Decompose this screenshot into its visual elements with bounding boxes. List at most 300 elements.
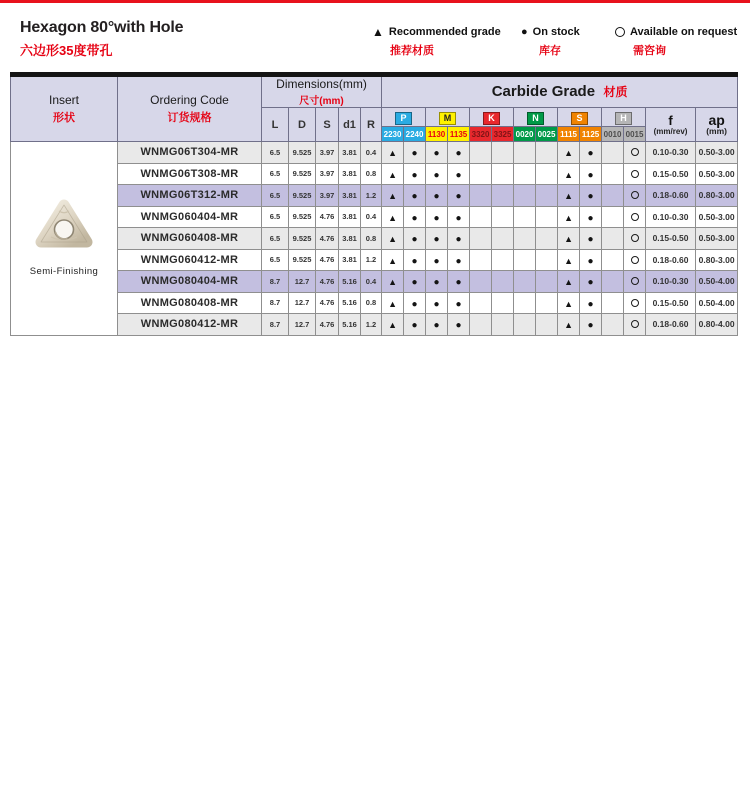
dim-value-d1: 3.81 — [339, 185, 361, 207]
grade-mark-cell — [426, 185, 448, 207]
recommended-triangle-icon: ▲ — [388, 234, 397, 245]
grade-mark-cell — [580, 271, 602, 293]
on-request-circle-icon — [631, 170, 639, 178]
insert-photo — [35, 198, 93, 250]
dim-value-d1: 3.81 — [339, 206, 361, 228]
insert-header-en: Insert — [48, 93, 79, 107]
legend-item-1 — [521, 26, 580, 58]
dim-col-header-S: S — [316, 108, 339, 142]
on-request-circle-icon — [631, 277, 639, 285]
on-stock-dot-icon: ● — [433, 191, 440, 203]
legend — [0, 26, 750, 60]
ap-value-cell: 0.50-3.00 — [696, 142, 738, 164]
f-value-cell: 0.18-0.60 — [646, 185, 696, 207]
grade-mark-cell — [602, 271, 624, 293]
grade-mark-cell — [580, 228, 602, 250]
dim-value-D: 12.7 — [289, 292, 316, 314]
grade-mark-cell — [536, 249, 558, 271]
grade-group-header-H — [602, 108, 646, 127]
ordering-code-cell: WNMG060404-MR — [118, 206, 262, 228]
grade-letter-badge-P: P — [395, 112, 412, 125]
recommended-triangle-icon: ▲ — [388, 212, 397, 223]
grade-mark-cell — [448, 271, 470, 293]
on-request-circle-icon — [631, 191, 639, 199]
recommended-triangle-icon: ▲ — [564, 212, 573, 223]
legend-item-2 — [615, 26, 737, 58]
insert-header-zh: 形状 — [53, 112, 75, 124]
grade-mark-cell — [426, 228, 448, 250]
table-row — [11, 185, 738, 207]
on-stock-dot-icon: ● — [455, 234, 462, 246]
on-request-circle-icon — [631, 256, 639, 264]
grade-mark-cell — [382, 228, 404, 250]
recommended-triangle-icon: ▲ — [388, 191, 397, 202]
grade-letter-badge-N: N — [527, 112, 544, 125]
f-value-cell: 0.18-0.60 — [646, 314, 696, 336]
grade-number-3320: 3320 — [470, 127, 492, 142]
f-header: f — [668, 112, 673, 128]
f-value-cell: 0.15-0.50 — [646, 163, 696, 185]
grade-mark-cell — [624, 206, 646, 228]
grade-mark-cell — [514, 249, 536, 271]
grade-mark-cell — [602, 142, 624, 164]
grade-mark-cell — [558, 228, 580, 250]
on-stock-dot-icon: ● — [433, 212, 440, 224]
grade-mark-cell — [558, 142, 580, 164]
grade-mark-cell — [558, 292, 580, 314]
legend-label-en: Available on request — [630, 26, 738, 38]
ap-value-cell: 0.50-4.00 — [696, 292, 738, 314]
on-stock-dot-icon: ● — [455, 298, 462, 310]
recommended-triangle-icon: ▲ — [388, 277, 397, 288]
grade-mark-cell — [382, 142, 404, 164]
f-value-cell: 0.18-0.60 — [646, 249, 696, 271]
grade-number-0015: 0015 — [624, 127, 646, 142]
grade-mark-cell — [426, 249, 448, 271]
ap-value-cell: 0.80-4.00 — [696, 314, 738, 336]
ap-unit: (mm) — [706, 126, 727, 136]
table-row — [11, 271, 738, 293]
dim-value-d1: 3.81 — [339, 228, 361, 250]
grade-mark-cell — [382, 271, 404, 293]
dim-value-S: 3.97 — [316, 142, 339, 164]
grade-mark-cell — [382, 163, 404, 185]
dim-value-L: 8.7 — [262, 271, 289, 293]
grade-mark-cell — [580, 163, 602, 185]
recommended-triangle-icon: ▲ — [564, 148, 573, 159]
grade-number-1125: 1125 — [580, 127, 602, 142]
grade-mark-cell — [492, 271, 514, 293]
grade-mark-cell — [448, 206, 470, 228]
grade-number-0010: 0010 — [602, 127, 624, 142]
dim-value-d1: 5.16 — [339, 271, 361, 293]
grade-mark-cell — [602, 206, 624, 228]
ap-value-cell: 0.50-3.00 — [696, 163, 738, 185]
insert-column-header — [11, 75, 118, 142]
on-stock-dot-icon: ● — [587, 277, 594, 289]
grade-mark-cell — [492, 314, 514, 336]
on-stock-dot-icon: ● — [411, 298, 418, 310]
on-stock-dot-icon: ● — [521, 25, 528, 38]
dim-col-header-d1: d1 — [339, 108, 361, 142]
grade-mark-cell — [470, 292, 492, 314]
grade-mark-cell — [382, 185, 404, 207]
f-value-cell: 0.10-0.30 — [646, 271, 696, 293]
grade-mark-cell — [514, 206, 536, 228]
dim-value-d1: 5.16 — [339, 292, 361, 314]
grade-mark-cell — [602, 185, 624, 207]
dim-value-S: 4.76 — [316, 292, 339, 314]
grade-mark-cell — [536, 185, 558, 207]
dim-value-D: 9.525 — [289, 142, 316, 164]
dim-value-S: 4.76 — [316, 206, 339, 228]
on-stock-dot-icon: ● — [587, 234, 594, 246]
on-request-circle-icon — [615, 27, 625, 37]
ordering-code-cell: WNMG060412-MR — [118, 249, 262, 271]
on-stock-dot-icon: ● — [411, 277, 418, 289]
dim-value-R: 1.2 — [361, 185, 382, 207]
dim-value-D: 9.525 — [289, 206, 316, 228]
grade-mark-cell — [448, 163, 470, 185]
legend-label-zh: 推荐材质 — [390, 45, 434, 57]
grade-mark-cell — [536, 271, 558, 293]
carbide-grade-column-header — [382, 75, 738, 108]
dim-value-D: 12.7 — [289, 271, 316, 293]
dim-value-L: 6.5 — [262, 249, 289, 271]
dim-value-L: 6.5 — [262, 163, 289, 185]
on-stock-dot-icon: ● — [411, 191, 418, 203]
f-value-cell: 0.10-0.30 — [646, 206, 696, 228]
grade-mark-cell — [492, 228, 514, 250]
ordering-code-cell: WNMG06T304-MR — [118, 142, 262, 164]
dim-value-L: 8.7 — [262, 314, 289, 336]
f-value-cell: 0.10-0.30 — [646, 142, 696, 164]
dim-value-S: 4.76 — [316, 271, 339, 293]
top-red-rule — [0, 0, 750, 3]
grade-mark-cell — [404, 314, 426, 336]
dim-value-d1: 3.81 — [339, 142, 361, 164]
on-stock-dot-icon: ● — [455, 277, 462, 289]
legend-label-en: Recommended grade — [388, 26, 501, 38]
grade-mark-cell — [514, 271, 536, 293]
grade-mark-cell — [382, 206, 404, 228]
grade-mark-cell — [426, 142, 448, 164]
grade-mark-cell — [492, 142, 514, 164]
dim-col-header-R: R — [361, 108, 382, 142]
grade-mark-cell — [536, 206, 558, 228]
recommended-triangle-icon: ▲ — [388, 169, 397, 180]
grade-mark-cell — [426, 163, 448, 185]
grade-mark-cell — [404, 271, 426, 293]
dim-col-header-D: D — [289, 108, 316, 142]
grade-number-2230: 2230 — [382, 127, 404, 142]
grade-mark-cell — [470, 314, 492, 336]
grade-mark-cell — [624, 228, 646, 250]
on-stock-dot-icon: ● — [433, 234, 440, 246]
on-stock-dot-icon: ● — [587, 191, 594, 203]
grade-letter-badge-S: S — [571, 112, 588, 125]
grade-mark-cell — [536, 228, 558, 250]
grade-number-1130: 1130 — [426, 127, 448, 142]
on-stock-dot-icon: ● — [411, 169, 418, 181]
on-request-circle-icon — [631, 299, 639, 307]
on-request-circle-icon — [631, 234, 639, 242]
insert-cell — [11, 142, 118, 336]
grade-mark-cell — [426, 314, 448, 336]
grade-mark-cell — [580, 142, 602, 164]
dim-col-header-L: L — [262, 108, 289, 142]
grade-mark-cell — [448, 228, 470, 250]
grade-mark-cell — [514, 314, 536, 336]
grade-mark-cell — [448, 142, 470, 164]
grade-mark-cell — [624, 163, 646, 185]
grade-mark-cell — [536, 314, 558, 336]
ordering-code-cell: WNMG080412-MR — [118, 314, 262, 336]
grade-mark-cell — [580, 314, 602, 336]
grade-mark-cell — [558, 206, 580, 228]
recommended-triangle-icon: ▲ — [372, 25, 384, 39]
grade-mark-cell — [536, 163, 558, 185]
on-stock-dot-icon: ● — [587, 169, 594, 181]
dim-value-R: 1.2 — [361, 314, 382, 336]
dim-value-L: 6.5 — [262, 228, 289, 250]
grade-mark-cell — [624, 249, 646, 271]
grade-group-header-M — [426, 108, 470, 127]
ordering-code-cell: WNMG080408-MR — [118, 292, 262, 314]
dim-value-R: 0.8 — [361, 163, 382, 185]
dim-value-L: 6.5 — [262, 206, 289, 228]
ordering-header-en: Ordering Code — [150, 93, 229, 107]
grade-mark-cell — [602, 163, 624, 185]
ordering-code-cell: WNMG06T308-MR — [118, 163, 262, 185]
header-row-top — [11, 75, 738, 108]
legend-item-0 — [372, 26, 501, 58]
ordering-code-cell: WNMG080404-MR — [118, 271, 262, 293]
recommended-triangle-icon: ▲ — [564, 191, 573, 202]
on-stock-dot-icon: ● — [587, 255, 594, 267]
grade-letter-badge-M: M — [439, 112, 456, 125]
recommended-triangle-icon: ▲ — [564, 277, 573, 288]
grade-mark-cell — [448, 292, 470, 314]
ap-value-cell: 0.80-3.00 — [696, 249, 738, 271]
dim-value-S: 3.97 — [316, 185, 339, 207]
grade-mark-cell — [514, 292, 536, 314]
legend-symbol-row — [521, 26, 580, 38]
grade-mark-cell — [470, 163, 492, 185]
grade-mark-cell — [558, 249, 580, 271]
insert-photo-wrap — [11, 142, 117, 277]
page-title: Hexagon 80°with Hole — [20, 19, 184, 36]
table-row — [11, 206, 738, 228]
on-stock-dot-icon: ● — [587, 298, 594, 310]
grade-mark-cell — [426, 206, 448, 228]
dim-value-D: 9.525 — [289, 185, 316, 207]
grade-mark-cell — [558, 163, 580, 185]
grade-group-header-P — [382, 108, 426, 127]
grade-mark-cell — [514, 142, 536, 164]
grade-mark-cell — [426, 271, 448, 293]
grade-mark-cell — [382, 249, 404, 271]
grade-group-header-S — [558, 108, 602, 127]
ap-value-cell: 0.80-3.00 — [696, 185, 738, 207]
grade-mark-cell — [470, 271, 492, 293]
grade-mark-cell — [580, 292, 602, 314]
grade-mark-cell — [602, 314, 624, 336]
dim-value-D: 12.7 — [289, 314, 316, 336]
grade-mark-cell — [492, 249, 514, 271]
dim-value-S: 4.76 — [316, 228, 339, 250]
dim-value-L: 6.5 — [262, 142, 289, 164]
grade-mark-cell — [624, 314, 646, 336]
grade-mark-cell — [404, 228, 426, 250]
legend-symbol-row — [372, 26, 501, 38]
dim-value-L: 8.7 — [262, 292, 289, 314]
grade-number-2240: 2240 — [404, 127, 426, 142]
ordering-code-cell: WNMG060408-MR — [118, 228, 262, 250]
grade-mark-cell — [448, 314, 470, 336]
grade-mark-cell — [492, 185, 514, 207]
ordering-code-cell: WNMG06T312-MR — [118, 185, 262, 207]
ap-value-cell: 0.50-4.00 — [696, 271, 738, 293]
f-value-cell: 0.15-0.50 — [646, 292, 696, 314]
dim-value-R: 0.4 — [361, 206, 382, 228]
grade-mark-cell — [602, 249, 624, 271]
grade-letter-badge-K: K — [483, 112, 500, 125]
on-stock-dot-icon: ● — [433, 277, 440, 289]
grade-group-header-K — [470, 108, 514, 127]
grade-mark-cell — [404, 249, 426, 271]
grade-mark-cell — [580, 185, 602, 207]
on-request-circle-icon — [631, 213, 639, 221]
dim-value-D: 9.525 — [289, 163, 316, 185]
on-stock-dot-icon: ● — [411, 320, 418, 332]
grade-number-1135: 1135 — [448, 127, 470, 142]
dim-value-d1: 3.81 — [339, 249, 361, 271]
recommended-triangle-icon: ▲ — [388, 148, 397, 159]
dim-value-R: 0.4 — [361, 142, 382, 164]
table-row — [11, 249, 738, 271]
grade-mark-cell — [426, 292, 448, 314]
on-stock-dot-icon: ● — [433, 255, 440, 267]
ordering-code-column-header — [118, 75, 262, 142]
f-column-header — [646, 108, 696, 142]
grade-number-1115: 1115 — [558, 127, 580, 142]
on-stock-dot-icon: ● — [587, 212, 594, 224]
grade-letter-badge-H: H — [615, 112, 632, 125]
dim-value-d1: 5.16 — [339, 314, 361, 336]
grade-mark-cell — [492, 292, 514, 314]
grade-mark-cell — [470, 142, 492, 164]
grade-mark-cell — [514, 163, 536, 185]
grade-group-header-N — [514, 108, 558, 127]
grade-mark-cell — [580, 249, 602, 271]
dim-value-R: 0.8 — [361, 292, 382, 314]
on-stock-dot-icon: ● — [433, 298, 440, 310]
grade-mark-cell — [404, 206, 426, 228]
grade-mark-cell — [382, 314, 404, 336]
grade-number-0020: 0020 — [514, 127, 536, 142]
grade-mark-cell — [470, 228, 492, 250]
dim-value-S: 4.76 — [316, 314, 339, 336]
on-request-circle-icon — [631, 148, 639, 156]
on-stock-dot-icon: ● — [411, 148, 418, 160]
on-stock-dot-icon: ● — [455, 191, 462, 203]
grade-mark-cell — [514, 185, 536, 207]
recommended-triangle-icon: ▲ — [564, 320, 573, 331]
grade-mark-cell — [404, 142, 426, 164]
grade-mark-cell — [470, 206, 492, 228]
grade-mark-cell — [624, 185, 646, 207]
on-stock-dot-icon: ● — [411, 212, 418, 224]
on-stock-dot-icon: ● — [455, 212, 462, 224]
legend-label-zh: 库存 — [539, 45, 561, 57]
dimensions-header-en: Dimensions(mm) — [276, 77, 367, 91]
dim-value-D: 9.525 — [289, 228, 316, 250]
grade-mark-cell — [404, 292, 426, 314]
on-stock-dot-icon: ● — [455, 320, 462, 332]
dim-value-D: 9.525 — [289, 249, 316, 271]
grade-mark-cell — [536, 292, 558, 314]
table-row — [11, 228, 738, 250]
dim-value-d1: 3.81 — [339, 163, 361, 185]
dim-value-R: 1.2 — [361, 249, 382, 271]
carbide-header-zh: 材质 — [603, 85, 628, 99]
on-stock-dot-icon: ● — [411, 234, 418, 246]
carbide-header-en: Carbide Grade — [491, 83, 596, 100]
grade-mark-cell — [470, 249, 492, 271]
legend-symbol-row — [615, 26, 737, 38]
table-body — [11, 142, 738, 336]
on-stock-dot-icon: ● — [455, 169, 462, 181]
ap-column-header — [696, 108, 738, 142]
grade-mark-cell — [580, 206, 602, 228]
f-unit: (mm/rev) — [653, 126, 688, 136]
product-table — [10, 72, 738, 336]
grade-mark-cell — [624, 292, 646, 314]
ap-value-cell: 0.50-3.00 — [696, 206, 738, 228]
dimensions-column-header — [262, 75, 382, 108]
dimensions-header-zh: 尺寸(mm) — [299, 96, 344, 107]
grade-mark-cell — [492, 206, 514, 228]
legend-label-en: On stock — [532, 26, 580, 38]
recommended-triangle-icon: ▲ — [564, 169, 573, 180]
on-stock-dot-icon: ● — [433, 148, 440, 160]
grade-mark-cell — [558, 314, 580, 336]
grade-mark-cell — [404, 185, 426, 207]
grade-number-3325: 3325 — [492, 127, 514, 142]
dim-value-S: 4.76 — [316, 249, 339, 271]
recommended-triangle-icon: ▲ — [388, 298, 397, 309]
legend-label-zh: 需咨询 — [633, 45, 666, 57]
ap-header: ap — [708, 112, 725, 128]
f-value-cell: 0.15-0.50 — [646, 228, 696, 250]
on-stock-dot-icon: ● — [433, 320, 440, 332]
grade-mark-cell — [404, 163, 426, 185]
recommended-triangle-icon: ▲ — [388, 255, 397, 266]
dim-value-S: 3.97 — [316, 163, 339, 185]
on-stock-dot-icon: ● — [587, 148, 594, 160]
ordering-header-zh: 订货规格 — [167, 112, 212, 124]
grade-mark-cell — [558, 271, 580, 293]
table-row — [11, 142, 738, 164]
recommended-triangle-icon: ▲ — [564, 255, 573, 266]
grade-mark-cell — [514, 228, 536, 250]
grade-mark-cell — [602, 228, 624, 250]
recommended-triangle-icon: ▲ — [564, 298, 573, 309]
dim-value-R: 0.8 — [361, 228, 382, 250]
grade-mark-cell — [492, 163, 514, 185]
dim-value-L: 6.5 — [262, 185, 289, 207]
